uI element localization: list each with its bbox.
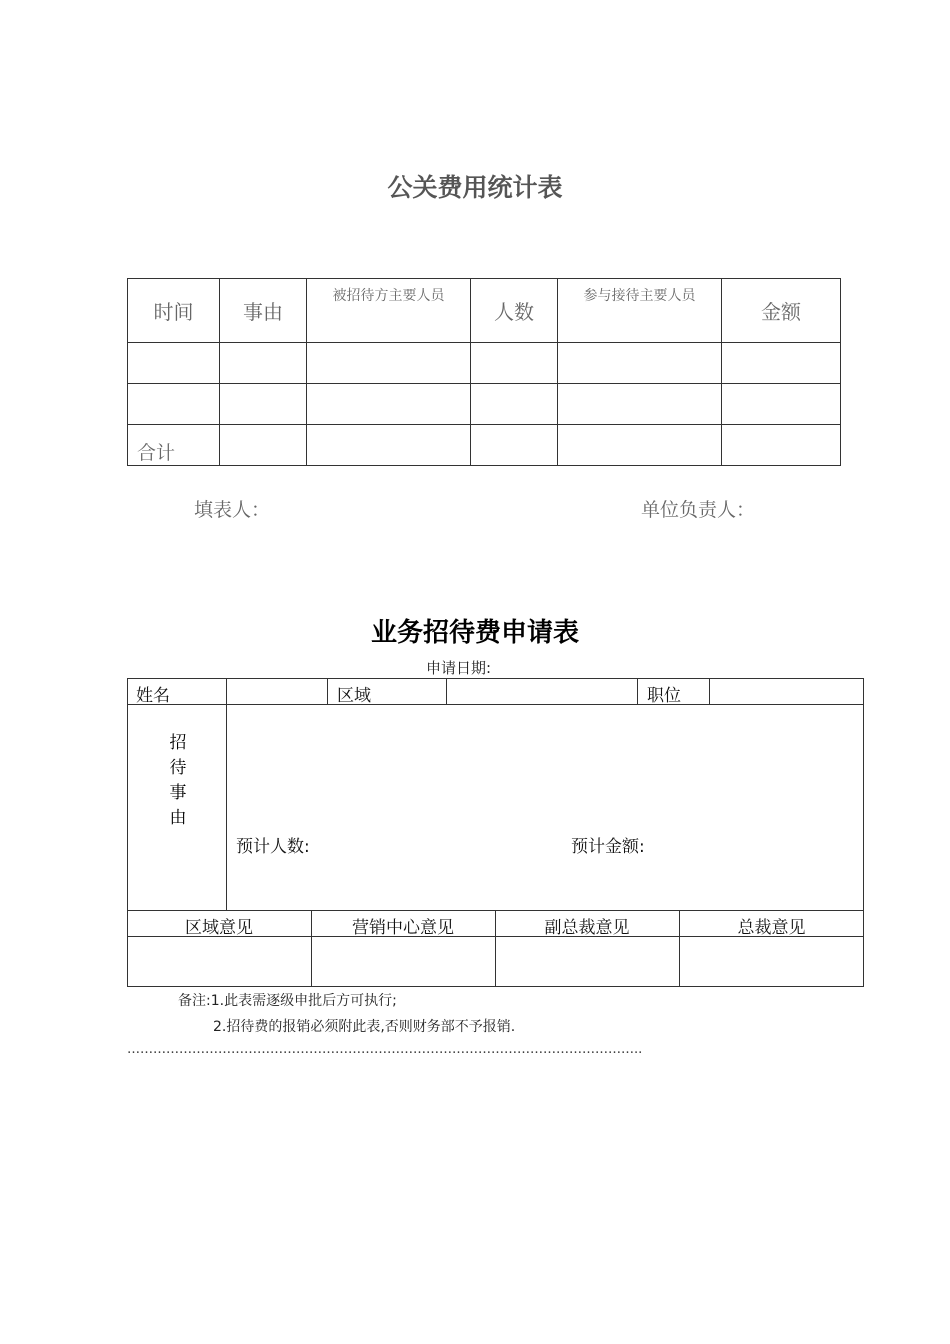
table-cell[interactable] (722, 384, 841, 425)
note-line-1: 备注:1.此表需逐级申批后方可执行; (178, 993, 397, 1009)
table-cell[interactable] (307, 425, 471, 466)
marketing-opinion-field[interactable] (313, 938, 493, 985)
header-count: 人数 (471, 279, 558, 343)
table-cell[interactable] (722, 343, 841, 384)
region-field[interactable] (448, 680, 635, 703)
table-cell[interactable] (471, 343, 558, 384)
dotted-separator: ……………………………………………………………………………………………………….. (127, 1042, 643, 1057)
table-cell[interactable] (128, 384, 220, 425)
divider (327, 678, 328, 705)
total-row (128, 425, 841, 466)
table-row (128, 384, 841, 425)
table-cell[interactable] (558, 384, 722, 425)
table-cell[interactable] (558, 425, 722, 466)
reason-char: 由 (169, 808, 187, 828)
region-opinion-label: 区域意见 (185, 918, 253, 938)
table-row (128, 343, 841, 384)
region-opinion-field[interactable] (129, 938, 309, 985)
est-amount-label: 预计金额: (571, 837, 645, 857)
header-guests: 被招待方主要人员 (307, 279, 471, 343)
reason-char: 待 (169, 758, 187, 778)
est-people-label: 预计人数: (236, 837, 310, 857)
stats-table-header-row (128, 279, 841, 343)
president-opinion-label: 总裁意见 (737, 918, 806, 938)
application-form-title: 业务招待费申请表 (370, 618, 579, 648)
vp-opinion-field[interactable] (497, 938, 677, 985)
divider (709, 678, 710, 705)
divider (446, 678, 447, 705)
position-label: 职位 (647, 686, 681, 706)
note-line-2: 2.招待费的报销必须附此表,否则财务部不予报销. (213, 1019, 516, 1035)
total-label: 合计 (128, 425, 220, 466)
header-reason: 事由 (220, 279, 307, 343)
apply-date-label: 申请日期: (426, 659, 492, 677)
unit-head-label: 单位负责人： (641, 499, 756, 521)
president-opinion-field[interactable] (681, 938, 862, 985)
header-time: 时间 (128, 279, 220, 343)
table-cell[interactable] (471, 384, 558, 425)
divider (637, 678, 638, 705)
table-cell[interactable] (471, 425, 558, 466)
table-cell[interactable] (722, 425, 841, 466)
divider (226, 678, 227, 705)
name-field[interactable] (228, 680, 325, 703)
reason-char: 事 (169, 783, 187, 803)
reason-field[interactable] (230, 708, 860, 826)
table-cell[interactable] (307, 343, 471, 384)
vp-opinion-label: 副总裁意见 (544, 918, 630, 938)
region-label: 区域 (337, 686, 371, 706)
marketing-opinion-label: 营销中心意见 (352, 918, 454, 938)
position-field[interactable] (711, 680, 861, 703)
header-hosts: 参与接待主要人员 (558, 279, 722, 343)
header-amount: 金额 (722, 279, 841, 343)
table-cell[interactable] (558, 343, 722, 384)
table-cell[interactable] (128, 343, 220, 384)
table-cell[interactable] (307, 384, 471, 425)
filled-by-label: 填表人： (194, 499, 271, 521)
reason-char: 招 (169, 733, 187, 753)
table-cell[interactable] (220, 384, 307, 425)
stats-form-title: 公关费用统计表 (387, 173, 563, 202)
name-label: 姓名 (136, 686, 170, 706)
divider (226, 704, 227, 911)
table-cell[interactable] (220, 343, 307, 384)
stats-table (127, 278, 841, 466)
table-cell[interactable] (220, 425, 307, 466)
